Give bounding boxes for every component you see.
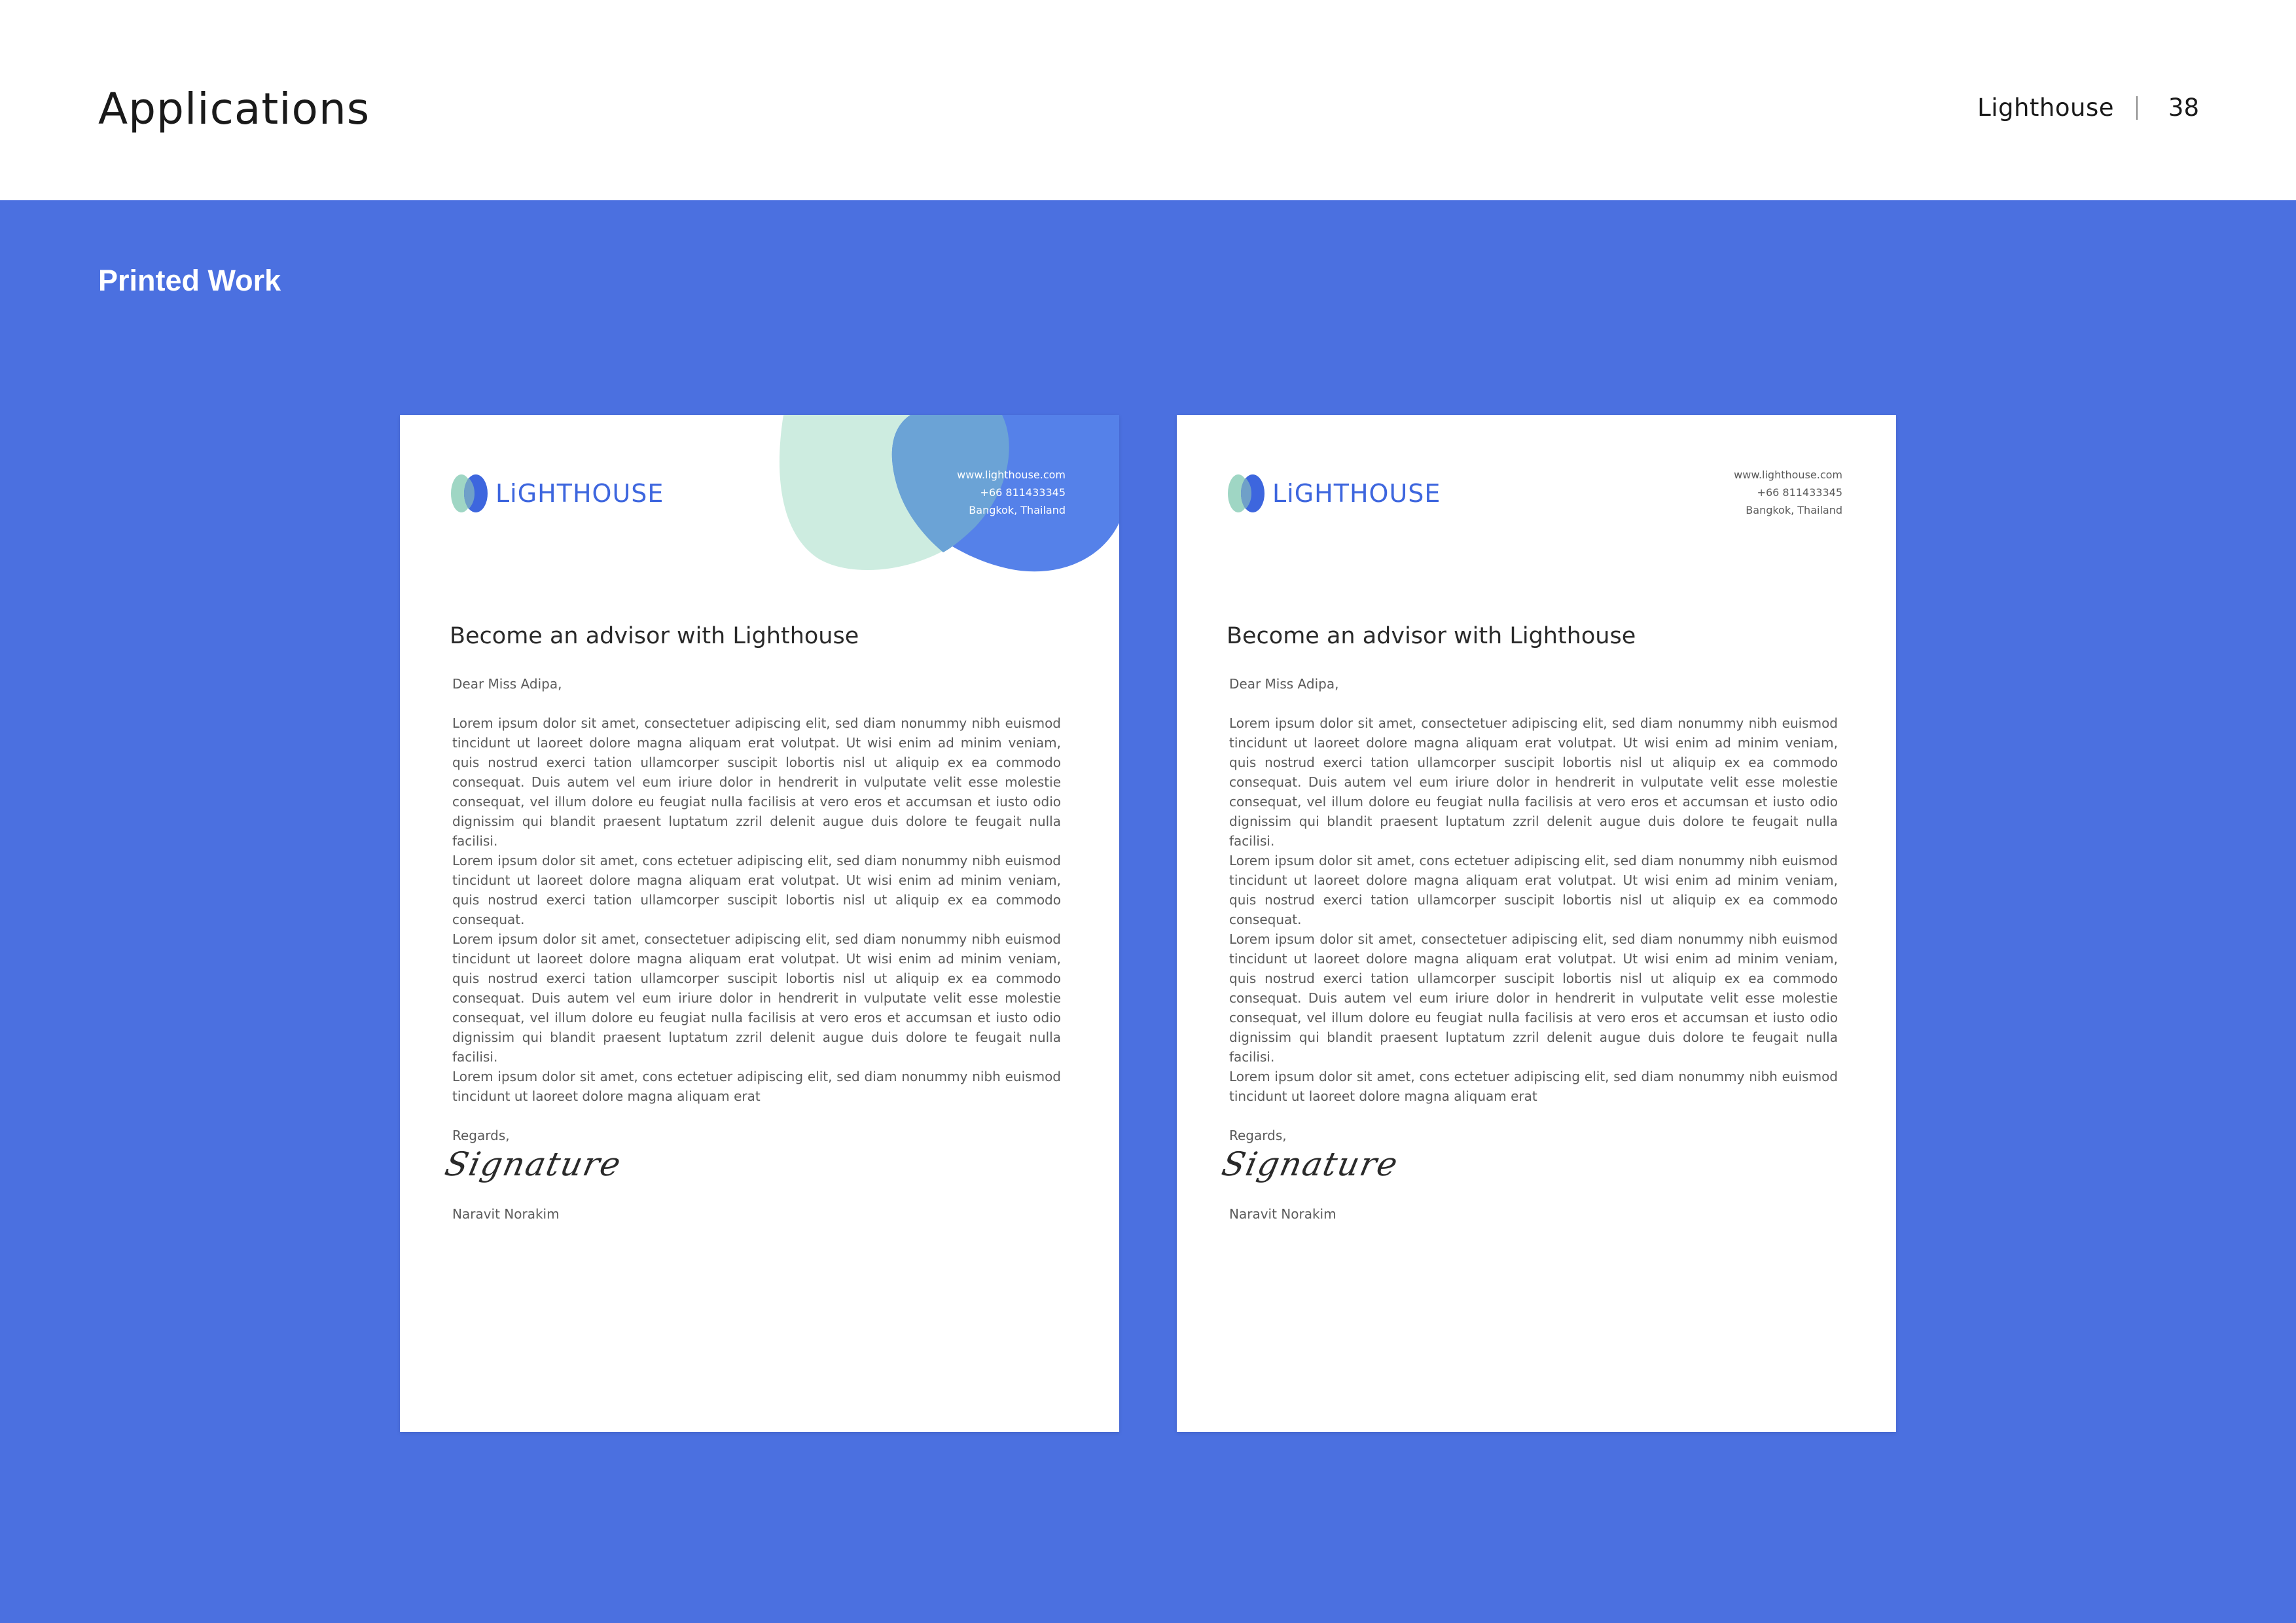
signer-name: Naravit Norakim xyxy=(1229,1206,1336,1222)
contact-address: Bangkok, Thailand xyxy=(969,504,1066,516)
contact-website: www.lighthouse.com xyxy=(1734,469,1842,481)
letter-greeting: Dear Miss Adipa, xyxy=(1229,676,1339,692)
lighthouse-logo-mark-icon xyxy=(1225,473,1271,514)
letter-paragraph: Lorem ipsum dolor sit amet, cons ectetuer adipiscing elit, sed diam nonummy nibh euismod tincidunt ut laoreet dolore magna aliquam erat volutpat. Ut wisi enim ad minim veniam, quis nostrud exerci tation ullamcorper suscipit lobortis nisl ut aliquip ex ea commodo consequat. xyxy=(452,853,1061,927)
letter-heading: Become an advisor with Lighthouse xyxy=(1227,623,1636,649)
letter-paragraph: Lorem ipsum dolor sit amet, consectetuer adipiscing elit, sed diam nonummy nibh euismod tincidunt ut laoreet dolore magna aliquam erat volutpat. Ut wisi enim ad minim veniam, quis nostrud exerci tation ullamcorper suscipit lobortis nisl ut aliquip ex ea commodo consequat. Duis autem vel eum iriure dolor in hendrerit in vulputate velit esse molestie consequat, vel illum dolore eu feugiat nulla facilisis at vero eros et accumsan et iusto odio dignissim qui blandit praesent luptatum zzril delenit augue duis dolore te feugait nulla facilisi. xyxy=(1229,931,1838,1065)
contact-info xyxy=(1734,466,1842,519)
letter-closing: Regards, xyxy=(1229,1128,1287,1143)
contact-website: www.lighthouse.com xyxy=(957,469,1066,481)
section-title: Printed Work xyxy=(98,264,281,297)
lighthouse-logo-mark-icon xyxy=(448,473,494,514)
letter-greeting: Dear Miss Adipa, xyxy=(452,676,562,692)
contact-phone: +66 811433345 xyxy=(980,486,1066,499)
letter-paragraph: Lorem ipsum dolor sit amet, cons ectetuer adipiscing elit, sed diam nonummy nibh euismod tincidunt ut laoreet dolore magna aliquam erat xyxy=(452,1069,1061,1104)
letter-paragraph: Lorem ipsum dolor sit amet, cons ectetuer adipiscing elit, sed diam nonummy nibh euismod tincidunt ut laoreet dolore magna aliquam erat xyxy=(1229,1069,1838,1104)
lighthouse-logo xyxy=(448,473,664,514)
letter-paragraph: Lorem ipsum dolor sit amet, cons ectetuer adipiscing elit, sed diam nonummy nibh euismod tincidunt ut laoreet dolore magna aliquam erat volutpat. Ut wisi enim ad minim veniam, quis nostrud exerci tation ullamcorper suscipit lobortis nisl ut aliquip ex ea commodo consequat. xyxy=(1229,853,1838,927)
page-number: 38 xyxy=(2168,94,2199,122)
logo-wordmark: LiGHTHOUSE xyxy=(1272,479,1441,508)
brand-name: Lighthouse xyxy=(1977,94,2114,122)
letter-closing: Regards, xyxy=(452,1128,510,1143)
content-band xyxy=(0,200,2296,1623)
signer-name: Naravit Norakim xyxy=(452,1206,560,1222)
contact-info xyxy=(957,466,1066,519)
contact-phone: +66 811433345 xyxy=(1757,486,1842,499)
letter-paragraph: Lorem ipsum dolor sit amet, consectetuer adipiscing elit, sed diam nonummy nibh euismod tincidunt ut laoreet dolore magna aliquam erat volutpat. Ut wisi enim ad minim veniam, quis nostrud exerci tation ullamcorper suscipit lobortis nisl ut aliquip ex ea commodo consequat. Duis autem vel eum iriure dolor in hendrerit in vulputate velit esse molestie consequat, vel illum dolore eu feugiat nulla facilisis at vero eros et accumsan et iusto odio dignissim qui blandit praesent luptatum zzril delenit augue duis dolore te feugait nulla facilisi. xyxy=(452,931,1061,1065)
header-divider xyxy=(2136,96,2138,120)
lighthouse-logo xyxy=(1225,473,1441,514)
letterhead-mockup-decorated xyxy=(400,415,1119,1432)
letter-paragraph: Lorem ipsum dolor sit amet, consectetuer adipiscing elit, sed diam nonummy nibh euismod tincidunt ut laoreet dolore magna aliquam erat volutpat. Ut wisi enim ad minim veniam, quis nostrud exerci tation ullamcorper suscipit lobortis nisl ut aliquip ex ea commodo consequat. Duis autem vel eum iriure dolor in hendrerit in vulputate velit esse molestie consequat, vel illum dolore eu feugiat nulla facilisis at vero eros et accumsan et iusto odio dignissim qui blandit praesent luptatum zzril delenit augue duis dolore te feugait nulla facilisi. xyxy=(452,715,1061,849)
letterhead-mockup-plain xyxy=(1177,415,1896,1432)
letter-heading: Become an advisor with Lighthouse xyxy=(450,623,859,649)
page-header xyxy=(0,0,2296,200)
contact-address: Bangkok, Thailand xyxy=(1746,504,1842,516)
logo-wordmark: LiGHTHOUSE xyxy=(495,479,664,508)
handwritten-signature: Signature xyxy=(441,1145,626,1183)
page-title: Applications xyxy=(98,84,370,134)
handwritten-signature: Signature xyxy=(1218,1145,1403,1183)
letter-paragraph: Lorem ipsum dolor sit amet, consectetuer adipiscing elit, sed diam nonummy nibh euismod tincidunt ut laoreet dolore magna aliquam erat volutpat. Ut wisi enim ad minim veniam, quis nostrud exerci tation ullamcorper suscipit lobortis nisl ut aliquip ex ea commodo consequat. Duis autem vel eum iriure dolor in hendrerit in vulputate velit esse molestie consequat, vel illum dolore eu feugiat nulla facilisis at vero eros et accumsan et iusto odio dignissim qui blandit praesent luptatum zzril delenit augue duis dolore te feugait nulla facilisi. xyxy=(1229,715,1838,849)
